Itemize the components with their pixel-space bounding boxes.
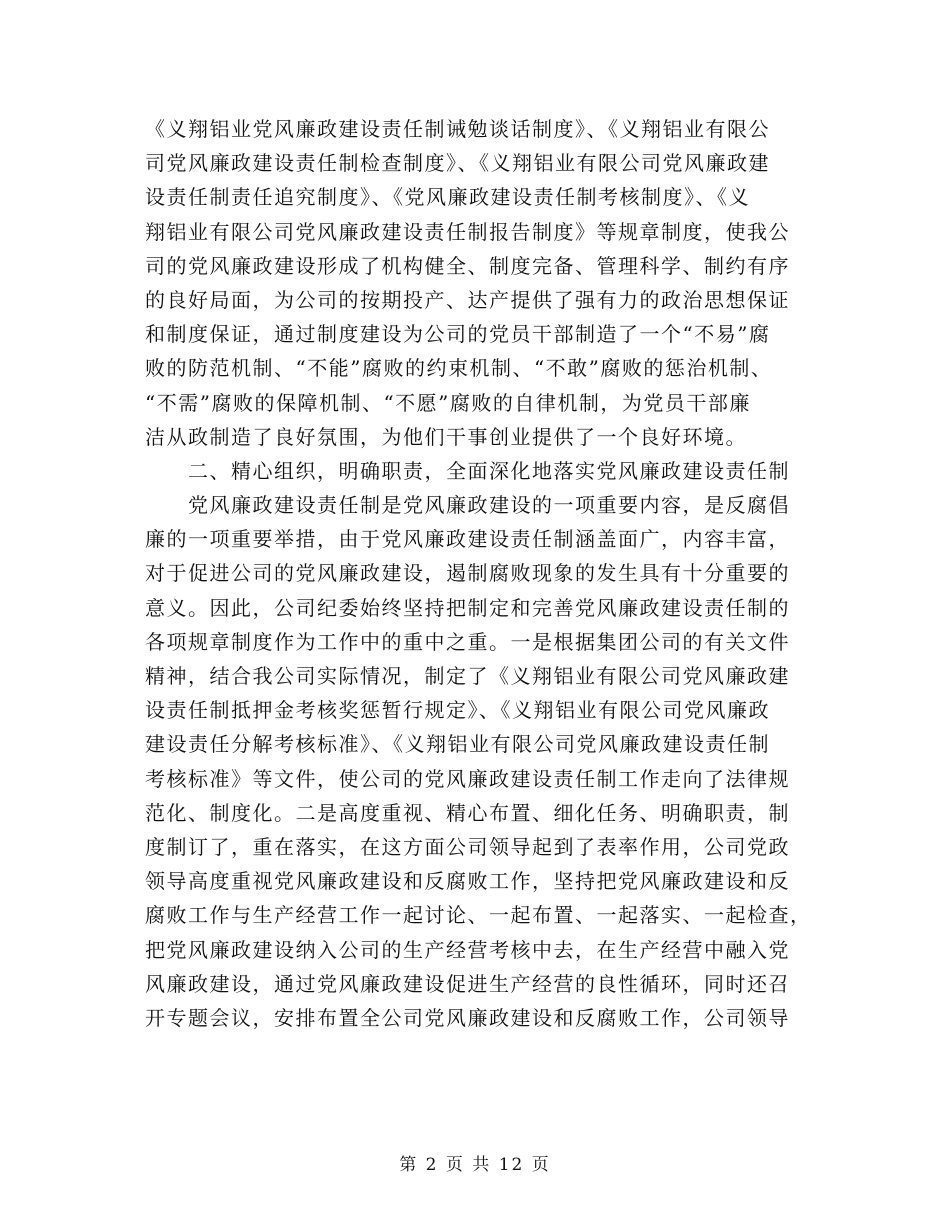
- text-line: 腐败工作与生产经营工作一起讨论、一起布置、一起落实、一起检查，: [145, 903, 812, 928]
- text-line: 开专题会议，安排布置全公司党风廉政建设和反腐败工作，公司领导: [145, 1005, 790, 1030]
- text-line: 洁从政制造了良好氛围，为他们干事创业提供了一个良好环境。: [145, 424, 747, 449]
- page-number-footer: 第 2 页 共 12 页: [399, 1155, 551, 1175]
- text-line: 各项规章制度作为工作中的重中之重。一是根据集团公司的有关文件: [145, 629, 790, 654]
- text-line: 考核标准》等文件，使公司的党风廉政建设责任制工作走向了法律规: [145, 766, 790, 791]
- text-line: 度制订了，重在落实，在这方面公司领导起到了表率作用，公司党政: [145, 834, 790, 859]
- text-line: 对于促进公司的党风廉政建设，遏制腐败现象的发生具有十分重要的: [145, 561, 790, 586]
- text-line: 建设责任分解考核标准》、《义翔铝业有限公司党风廉政建设责任制: [145, 732, 770, 757]
- text-line: 领导高度重视党风廉政建设和反腐败工作，坚持把党风廉政建设和反: [145, 869, 790, 894]
- text-line: 意义。因此，公司纪委始终坚持把制定和完善党风廉政建设责任制的: [145, 595, 790, 620]
- section-heading: 二、精心组织，明确职责，全面深化地落实党风廉政建设责任制: [145, 458, 790, 483]
- text-line: 设责任制抵押金考核奖惩暂行规定》、《义翔铝业有限公司党风廉政: [145, 698, 770, 723]
- text-line: 精神，结合我公司实际情况，制定了《义翔铝业有限公司党风廉政建: [145, 664, 790, 688]
- text-line: 败的防范机制、“不能”腐败的约束机制、“不敢”腐败的惩治机制、: [145, 356, 773, 381]
- text-line: 和制度保证，通过制度建设为公司的党员干部制造了一个“不易”腐: [145, 322, 771, 347]
- text-line: 的良好局面，为公司的按期投产、达产提供了强有力的政治思想保证: [145, 287, 790, 312]
- text-line: 把党风廉政建设纳入公司的生产经营考核中去，在生产经营中融入党: [145, 937, 790, 962]
- text-line: 司党风廉政建设责任制检查制度》、《义翔铝业有限公司党风廉政建: [145, 151, 770, 176]
- text-line: 翔铝业有限公司党风廉政建设责任制报告制度》等规章制度，使我公: [145, 219, 790, 244]
- text-line: 司的党风廉政建设形成了机构健全、制度完备、管理科学、制约有序: [145, 253, 790, 278]
- text-line: 廉的一项重要举措，由于党风廉政建设责任制涵盖面广，内容丰富，: [145, 527, 790, 552]
- text-line: 风廉政建设，通过党风廉政建设促进生产经营的良性循环，同时还召: [145, 971, 790, 996]
- text-line: “不需”腐败的保障机制、“不愿”腐败的自律机制，为党员干部廉: [145, 390, 751, 415]
- text-line: 设责任制责任追究制度》、《党风廉政建设责任制考核制度》、《义: [145, 185, 750, 210]
- text-line: 范化、制度化。二是高度重视、精心布置、细化任务、明确职责，制: [145, 800, 790, 825]
- text-line: 《义翔铝业党风廉政建设责任制诫勉谈话制度》、《义翔铝业有限公: [145, 117, 770, 141]
- text-line: 党风廉政建设责任制是党风廉政建设的一项重要内容，是反腐倡: [145, 493, 790, 518]
- body-text: [145, 112, 812, 1035]
